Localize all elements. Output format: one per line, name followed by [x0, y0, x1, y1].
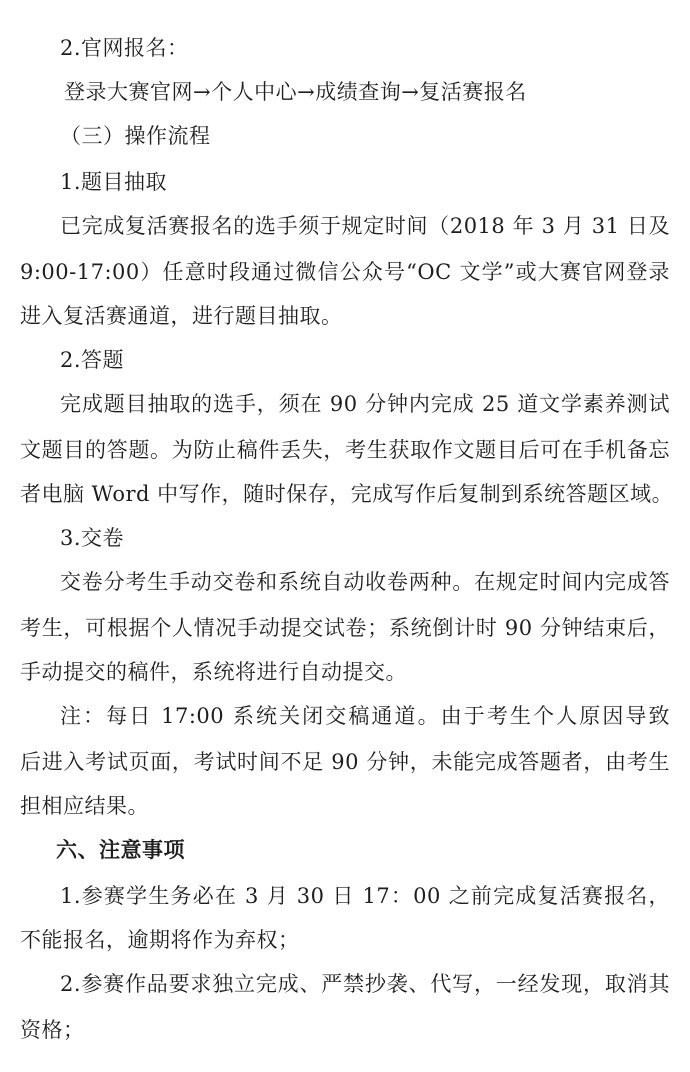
subheading-official-site-registration: 2.官网报名：	[60, 36, 189, 60]
note-line: 担相应结果。	[20, 794, 149, 818]
paragraph-line: 9:00-17:00）任意时段通过微信公众号“OC 文学”或大赛官网登录	[20, 260, 670, 284]
paragraph-line: 完成题目抽取的选手，须在 90 分钟内完成 25 道文学素养测试	[60, 392, 670, 416]
paragraph-line: 者电脑 Word 中写作，随时保存，完成写作后复制到系统答题区域。	[20, 482, 674, 506]
paragraph-line: 交卷分考生手动交卷和系统自动收卷两种。在规定时间内完成答	[60, 570, 670, 594]
paragraph-line: 手动提交的稿件，系统将进行自动提交。	[20, 660, 407, 684]
paragraph-line: 资格；	[20, 1018, 85, 1042]
subheading-answering: 2.答题	[60, 348, 125, 372]
paragraph-line: 已完成复活赛报名的选手须于规定时间（2018 年 3 月 31 日及	[60, 214, 670, 238]
section-heading-notes: 六、注意事项	[56, 838, 185, 862]
paragraph-line: 文题目的答题。为防止稿件丢失，考生获取作文题目后可在手机备忘	[20, 438, 670, 462]
paragraph-line: 2.参赛作品要求独立完成、严禁抄袭、代写，一经发现，取消其	[60, 972, 670, 996]
note-line: 注：每日 17:00 系统关闭交稿通道。由于考生个人原因导致	[60, 704, 670, 728]
subheading-submission: 3.交卷	[60, 526, 125, 550]
paragraph-line: 进入复活赛通道，进行题目抽取。	[20, 304, 343, 328]
subheading-question-draw: 1.题目抽取	[60, 170, 168, 194]
section-heading-operation-process: （三）操作流程	[60, 124, 211, 148]
paragraph-line: 不能报名，逾期将作为弃权；	[20, 928, 300, 952]
paragraph-line: 1.参赛学生务必在 3 月 30 日 17：00 之前完成复活赛报名，	[60, 884, 670, 908]
paragraph-login-path: 登录大赛官网→个人中心→成绩查询→复活赛报名	[64, 80, 527, 104]
note-line: 后进入考试页面，考试时间不足 90 分钟，未能完成答题者，由考生	[20, 750, 670, 774]
paragraph-line: 考生，可根据个人情况手动提交试卷；系统倒计时 90 分钟结束后，	[20, 616, 670, 640]
